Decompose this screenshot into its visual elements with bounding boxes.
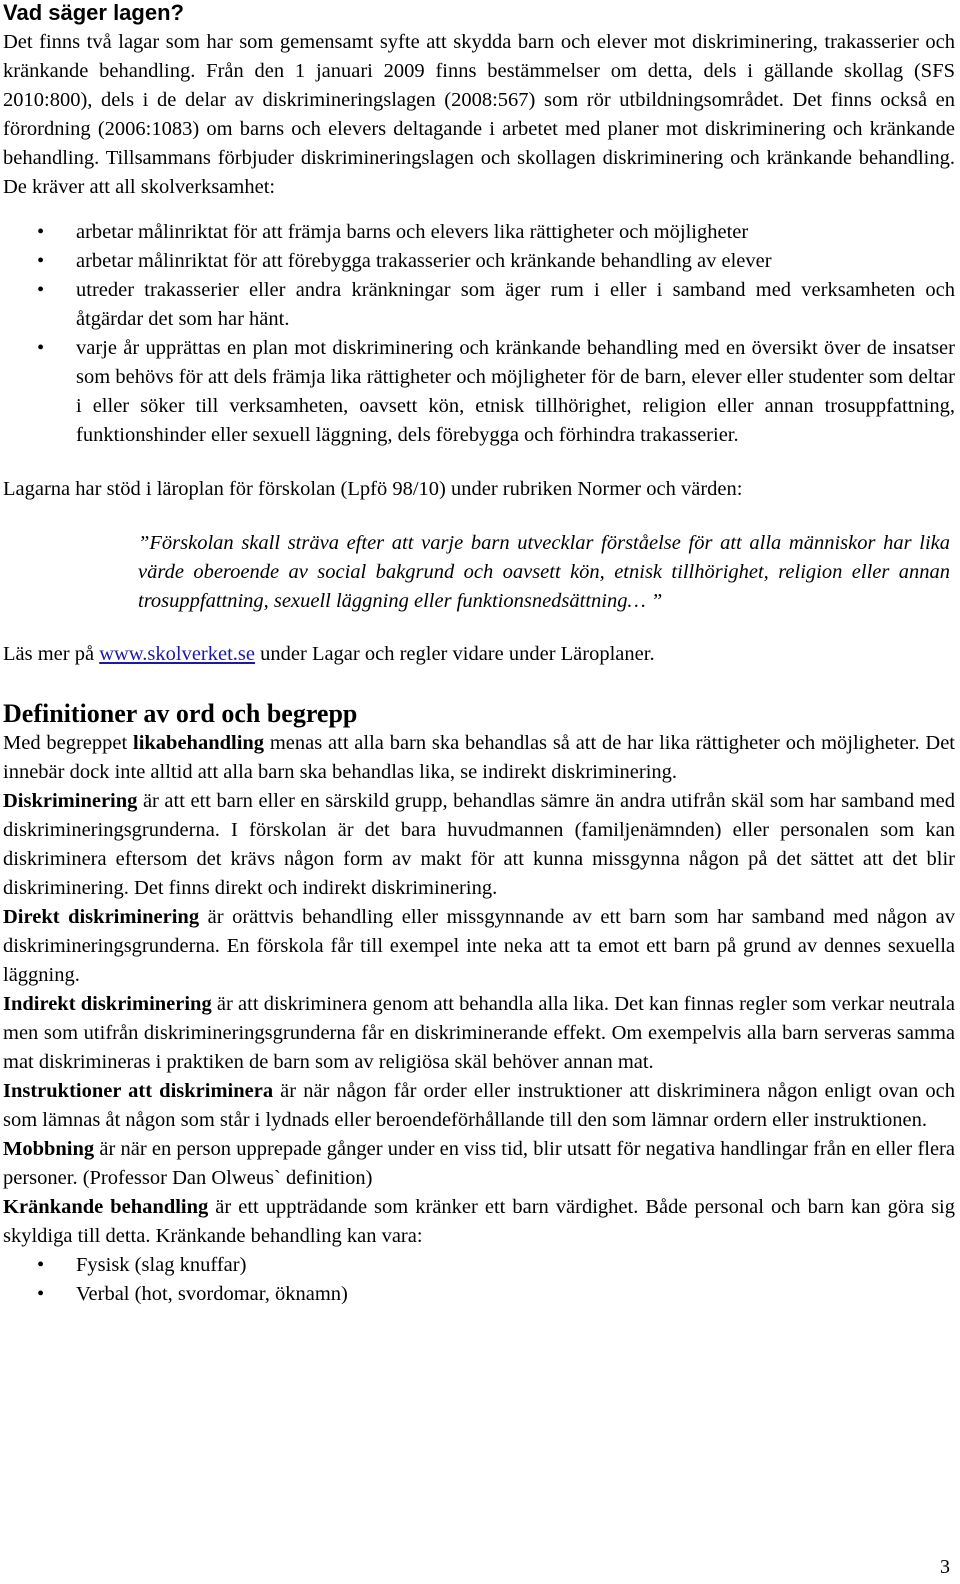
definition-text: menas att alla barn ska behandlas så att de har lika rättigheter och möjligheter. Det innebär dock inte alltid att alla barn ska behandlas lika, se indirekt diskriminering. bbox=[3, 732, 955, 783]
definition-term: Mobbning bbox=[3, 1138, 95, 1160]
definition-term: Diskriminering bbox=[3, 790, 138, 812]
bullet-icon: • bbox=[37, 1254, 45, 1276]
requirements-list bbox=[3, 218, 955, 450]
page-number: 3 bbox=[940, 1556, 950, 1578]
bullet-icon: • bbox=[37, 337, 45, 359]
bullet-icon: • bbox=[37, 250, 45, 272]
abuse-types-list bbox=[3, 1251, 955, 1309]
list-item-text: Fysisk (slag knuffar) bbox=[76, 1254, 247, 1276]
read-more-paragraph bbox=[3, 640, 955, 669]
definition-term: Instruktioner att diskriminera bbox=[3, 1080, 274, 1102]
definition-term: Indirekt diskriminering bbox=[3, 993, 212, 1015]
definition-term: Kränkande behandling bbox=[3, 1196, 209, 1218]
list-item-text: utreder trakasserier eller andra kränkningar som äger rum i eller i samband med verksamheten och åtgärdar det som har hänt. bbox=[76, 279, 955, 330]
definition-text: är ett uppträdande som kränker ett barn värdighet. Både personal och barn kan göra sig skyldiga till detta. Kränkande behandling kan vara: bbox=[3, 1196, 955, 1247]
definition-text: är att ett barn eller en särskild grupp, behandlas sämre än andra utifrån skäl som har samband med diskrimineringsgrunderna. I förskolan är det bara huvudmannen (familjenämnden) eller personalen som kan diskriminera eftersom det krävs någon form av makt för att kunna missgynna någon på det sättet att det blir diskriminering. Det finns direkt och indirekt diskriminering. bbox=[3, 790, 955, 899]
bullet-icon: • bbox=[37, 221, 45, 243]
intro-sentence-a: Det finns två lagar som har som gemensamt syfte att skydda barn och elever mot diskriminering, trakasserier och kränkande behandling. bbox=[3, 31, 955, 82]
definition-direkt-diskriminering bbox=[3, 903, 955, 990]
list-item-text: arbetar målinriktat för att förebygga trakasserier och kränkande behandling av elever bbox=[76, 250, 772, 272]
intro-sentence-c: Det finns också en förordning (2006:1083) om barns och elevers deltagande i arbetet med planer mot diskriminering och kränkande behandling. bbox=[3, 89, 956, 169]
list-item-text: arbetar målinriktat för att främja barns och elevers lika rättigheter och möjligheter bbox=[76, 221, 749, 243]
list-item-text: varje år upprättas en plan mot diskriminering och kränkande behandling med en översikt över de insatser som behövs för att dels främja lika rättigheter och möjligheter för de barn, elever eller studenter som deltar i eller söker till verksamheten, oavsett kön, etnisk tillhörighet, religion eller annan trosuppfattning, funktionshinder eller sexuell läggning, dels förebygga och förhindra trakasserier. bbox=[76, 337, 955, 446]
definition-krankande-behandling bbox=[3, 1193, 955, 1251]
list-item bbox=[3, 1251, 955, 1280]
intro-sentence-b: Från den 1 januari 2009 finns bestämmelser om detta, dels i gällande skollag (SFS 2010:800), dels i de delar av diskrimineringslagen (2008:567) som rör utbildningsområdet. bbox=[3, 60, 955, 111]
definition-prefix: Med begreppet bbox=[3, 732, 133, 754]
definition-diskriminering bbox=[3, 787, 955, 903]
definition-text: är när någon får order eller instruktioner att diskriminera någon enligt ovan och som lämnas åt någon som står i lydnads eller beroendeförhållande till den som lämnar ordern eller instruktionen. bbox=[3, 1080, 955, 1131]
definition-text: är orättvis behandling eller missgynnande av ett barn som har samband med någon av diskrimineringsgrunderna. En förskola får till exempel inte neka att ta emot ett barn på grund av dennes sexuella läggning. bbox=[3, 906, 955, 986]
definition-indirekt-diskriminering bbox=[3, 990, 955, 1077]
intro-sentence-e: De kräver att all skolverksamhet: bbox=[3, 176, 276, 198]
definition-text: är att diskriminera genom att behandla alla lika. Det kan finnas regler som verkar neutrala men som utifrån diskrimineringsgrunderna får en diskriminerande effekt. Om exempelvis alla barn serveras samma mat diskrimineras i praktiken de barn som av religiösa skäl behöver annan mat. bbox=[3, 993, 955, 1073]
section-heading-definitions: Definitioner av ord och begrepp bbox=[3, 699, 358, 728]
definition-term: likabehandling bbox=[133, 732, 265, 754]
list-item bbox=[3, 247, 955, 276]
definition-mobbning bbox=[3, 1135, 955, 1193]
skolverket-link[interactable]: www.skolverket.se bbox=[99, 643, 256, 665]
read-more-suffix: under Lagar och regler vidare under Läroplaner. bbox=[255, 643, 655, 665]
definition-instruktioner bbox=[3, 1077, 955, 1135]
curriculum-paragraph: Lagarna har stöd i läroplan för förskolan (Lpfö 98/10) under rubriken Normer och värden: bbox=[3, 478, 743, 500]
definition-term: Direkt diskriminering bbox=[3, 906, 200, 928]
definition-text: är när en person upprepade gånger under en viss tid, blir utsatt för negativa handlingar från en eller flera personer. (Professor Dan Olweus` definition) bbox=[3, 1138, 955, 1189]
curriculum-quote: ”Förskolan skall sträva efter att varje barn utvecklar förståelse för att alla människor har lika värde oberoende av social bakgrund och oavsett kön, etnisk tillhörighet, religion eller annan trosuppfattning, sexuell läggning eller funktionsnedsättning… ” bbox=[138, 532, 950, 612]
list-item bbox=[3, 334, 955, 450]
definition-likabehandling bbox=[3, 729, 955, 787]
definitions-block bbox=[3, 729, 955, 1309]
list-item-text: Verbal (hot, svordomar, öknamn) bbox=[76, 1283, 348, 1305]
section-heading-law: Vad säger lagen? bbox=[3, 0, 184, 25]
list-item bbox=[3, 218, 955, 247]
intro-paragraph bbox=[3, 28, 955, 202]
list-item bbox=[3, 1280, 955, 1309]
intro-sentence-d: Tillsammans förbjuder diskrimineringslagen och skollagen diskriminering och kränkande behandling. bbox=[105, 147, 955, 169]
read-more-prefix: Läs mer på bbox=[3, 643, 100, 665]
bullet-icon: • bbox=[37, 1283, 45, 1305]
bullet-icon: • bbox=[37, 279, 45, 301]
list-item bbox=[3, 276, 955, 334]
